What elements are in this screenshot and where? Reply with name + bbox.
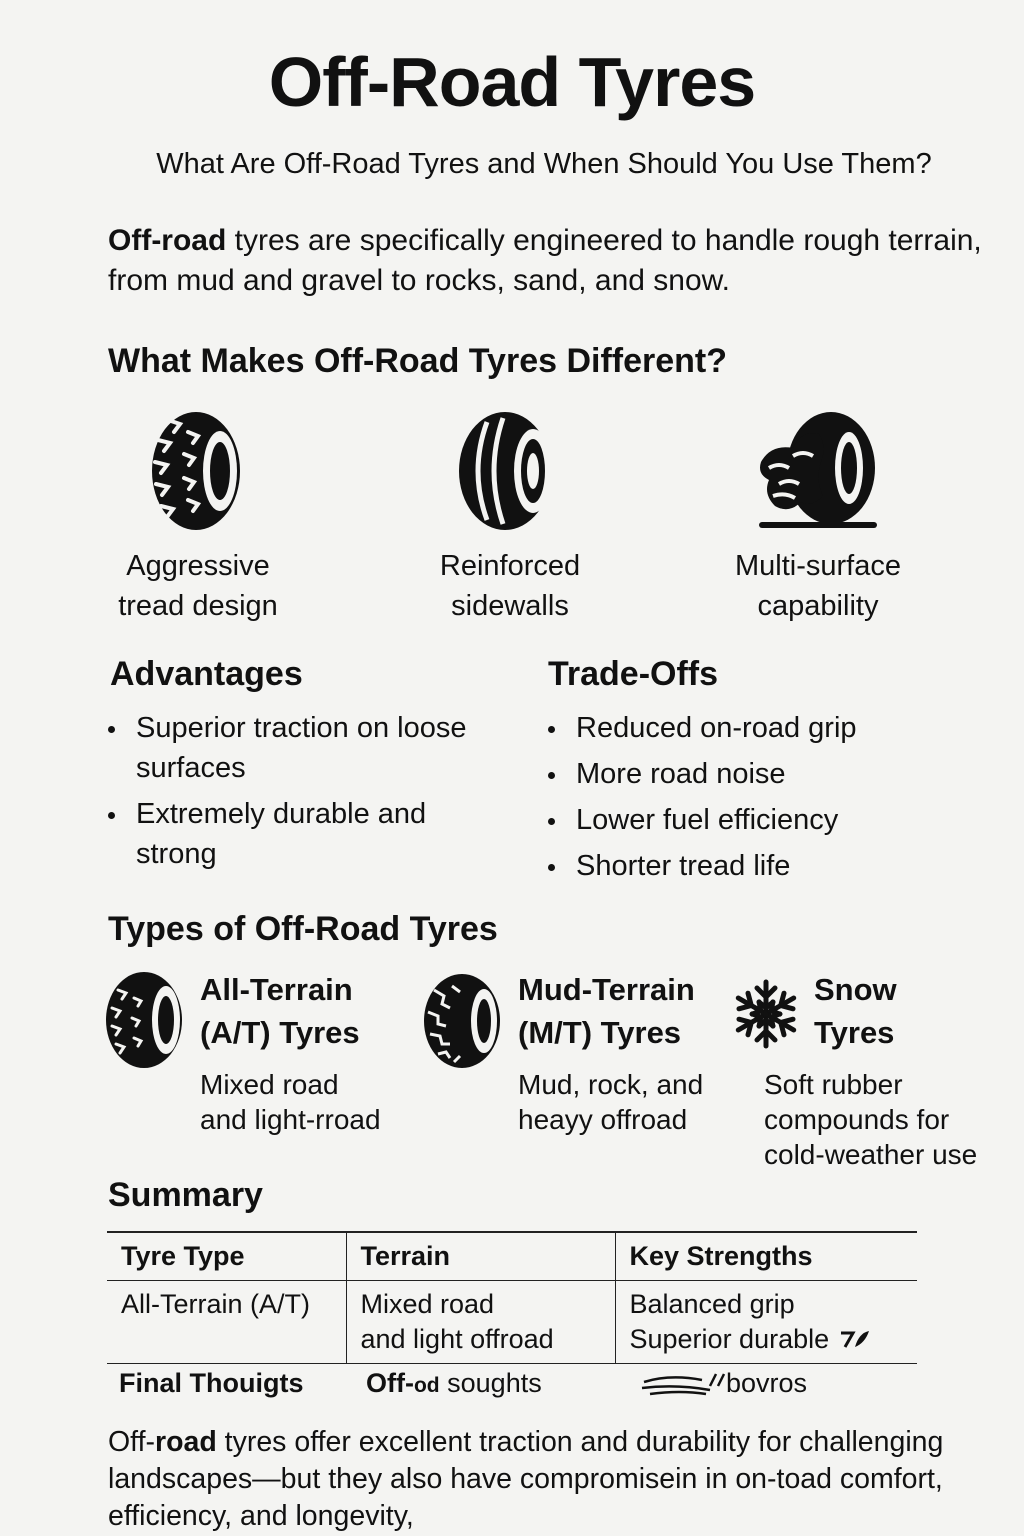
feature-reinforced-sidewalls (380, 410, 640, 626)
type-desc-snow (764, 1067, 977, 1172)
strength-line2: Superior durable (629, 1324, 830, 1354)
feature-label-line1: Multi-surface (735, 550, 901, 582)
muddy-tyre-icon (753, 410, 883, 532)
table-cell-strengths (615, 1281, 917, 1364)
list-item: Reduced on-road grip (548, 708, 968, 748)
column-header: Terrain (346, 1232, 615, 1281)
type-title-line2: (M/T) Tyres (518, 1015, 682, 1050)
scribble-mark-icon (837, 1327, 871, 1351)
column-header: Key Strengths (615, 1232, 917, 1281)
conclusion-part1: Off- (108, 1426, 155, 1458)
advantages-list (108, 708, 488, 880)
type-desc-all-terrain (200, 1067, 381, 1137)
type-title-mud-terrain (518, 968, 695, 1054)
all-terrain-tyre-icon (104, 970, 188, 1070)
conclusion-paragraph (108, 1424, 1008, 1535)
intro-bold: Off-road (108, 224, 227, 257)
page-subtitle: What Are Off-Road Tyres and When Should You Use Them? (156, 148, 932, 180)
feature-label-line2: sidewalls (451, 590, 569, 622)
final-thoughts-middle (366, 1368, 542, 1399)
snowflake-icon (732, 978, 800, 1050)
final-small: od (413, 1374, 440, 1397)
aggressive-tread-tyre-icon (148, 410, 248, 532)
intro-paragraph (108, 221, 988, 301)
type-desc-line1: Mixed road (200, 1069, 339, 1100)
type-title-all-terrain (200, 968, 360, 1054)
summary-table (107, 1231, 917, 1364)
intro-text: tyres are specifically engineered to handle rough terrain, from mud and gravel to rocks, sand, and snow. (108, 224, 982, 297)
terrain-line2: and light offroad (360, 1324, 554, 1354)
page-title: Off-Road Tyres (268, 43, 756, 121)
summary-heading: Summary (108, 1176, 263, 1214)
list-item: Extremely durable and strong (108, 794, 488, 874)
mud-terrain-tyre-icon (422, 972, 504, 1070)
type-desc-line2: compounds for (764, 1104, 950, 1135)
reinforced-sidewall-tyre-icon (455, 410, 565, 532)
feature-multi-surface (688, 410, 948, 626)
final-prefix: Off- (366, 1368, 414, 1398)
conclusion-rest: tyres offer excellent traction and durability for challenging landscapes—but they also have compromisein in on-toad comfort, efficiency, and longevity, (108, 1426, 944, 1532)
type-title-line2: (A/T) Tyres (200, 1015, 360, 1050)
type-desc-mud-terrain (518, 1067, 703, 1137)
list-item: Lower fuel efficiency (548, 800, 968, 840)
table-header-row (107, 1232, 917, 1281)
feature-label-line2: tread design (118, 590, 278, 622)
list-item: Shorter tread life (548, 846, 968, 886)
type-title-snow (814, 968, 897, 1054)
types-heading: Types of Off-Road Tyres (108, 910, 498, 948)
type-title-line1: All-Terrain (200, 972, 353, 1007)
table-row (107, 1281, 917, 1364)
feature-label-line1: Aggressive (126, 550, 270, 582)
feature-aggressive-tread (68, 410, 328, 626)
type-desc-line1: Soft rubber (764, 1069, 903, 1100)
final-rest: soughts (439, 1368, 542, 1398)
feature-label-line1: Reinforced (439, 550, 581, 582)
type-title-line1: Snow (814, 972, 897, 1007)
feature-label-line2: capability (757, 590, 879, 622)
type-desc-line1: Mud, rock, and (518, 1069, 704, 1100)
differences-heading: What Makes Off-Road Tyres Different? (108, 342, 728, 380)
list-item: More road noise (548, 754, 968, 794)
scribble-line-icon (640, 1372, 726, 1398)
tradeoffs-heading: Trade-Offs (548, 655, 719, 693)
advantages-heading: Advantages (110, 655, 303, 693)
type-desc-line2: heayy offroad (518, 1104, 688, 1135)
column-header: Tyre Type (107, 1232, 346, 1281)
table-cell-terrain (346, 1281, 615, 1364)
terrain-line1: Mixed road (360, 1289, 495, 1319)
type-desc-line2: and light-rroad (200, 1104, 381, 1135)
conclusion-bold: road (154, 1426, 217, 1458)
table-cell-type: All-Terrain (A/T) (107, 1281, 346, 1364)
type-desc-line3: cold-weather use (764, 1139, 978, 1170)
final-thoughts-label: Final Thouigts (119, 1368, 304, 1398)
type-title-line2: Tyres (814, 1015, 895, 1050)
final-thoughts-right: bovros (726, 1368, 808, 1398)
tradeoffs-list (548, 708, 968, 892)
strength-line1: Balanced grip (629, 1289, 795, 1319)
list-item: Superior traction on loose surfaces (108, 708, 488, 788)
strength-line2-wrap (630, 1322, 904, 1357)
type-title-line1: Mud-Terrain (518, 972, 695, 1007)
